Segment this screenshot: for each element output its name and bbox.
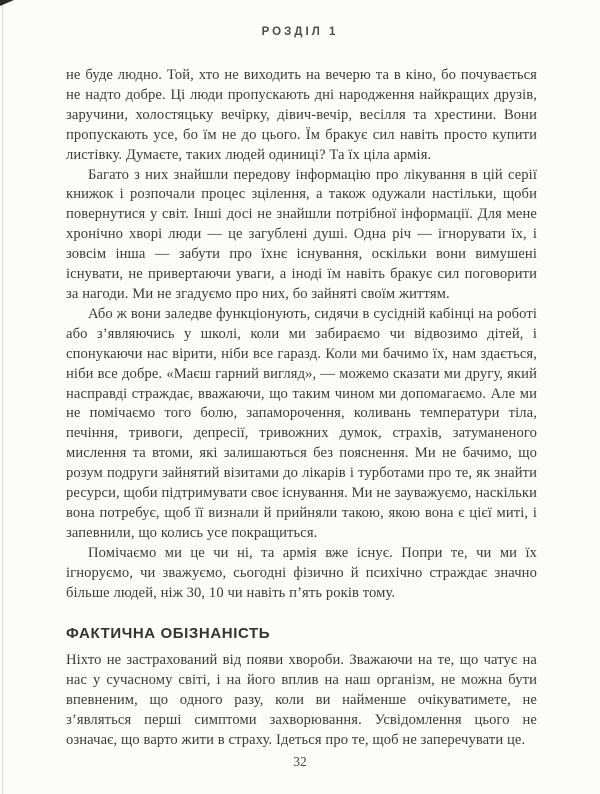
body-paragraph: Або ж вони заледве функціонують, сидячи в сусідній кабінці на роботі або з’являючись у школі, коли ми забираємо чи відвозимо дітей, і спонукаючи нас вірити, ніби все гаразд. Коли ми бачимо їх, нам здається, ніби все добре. «Маєш гарний вигляд», — можемо сказати ми другу, який насправді страждає, вважаючи, що таким чином ми допомагаємо. Але ми не помічаємо того болю, запаморочення, коливань температури тіла, печіння, тривоги, депресії, тривожних думок, страхів, затуманеного мислення та втоми, які залишаються без пояснення. Ми не бачимо, що розум подруги зайнятий візитами до лікарів і турботами про те, як знайти ресурси, щоби підтримувати своє існування. Ми не зауважуємо, наскільки вона потребує, щоб її визнали й прийняли такою, якою вона є цієї миті, і запевнили, що колись усе покращиться.: [66, 305, 537, 541]
page-edge-line: [2, 0, 3, 794]
scan-corner-mark: [0, 0, 14, 6]
body-paragraph: Багато з них знайшли передову інформацію про лікування в цій серії книжок і розпочали процес зцілення, а також одужали настільки, щоби повернутися у світ. Інші досі не знайшли потрібної інформації. Для мене хронічно хворі люди — це загублені душі. Одна річ — ігнорувати їх, і зовсім інша — забути про їхнє існування, оскільки вони вимушені існувати, не привертаючи уваги, а іноді їм навіть бракує сил поговорити за нагоди. Ми не згадуємо про них, бо зайняті своїм життям.: [66, 166, 537, 302]
body-paragraph: не буде людно. Той, хто не виходить на вечерю та в кіно, бо почувається не надто добре. Ці люди пропускають дні народження найкращих друзів, заручини, холостяцьку вечірку, дівич-вечір, весілля та хрестини. Вони пропускають усе, бо їм не до цього. Їм бракує сил навіть просто купити листівку. Думаєте, таких людей одиниці? Та їх ціла армія.: [66, 67, 537, 163]
chapter-running-head: РОЗДІЛ 1: [261, 26, 339, 38]
body-paragraph: Помічаємо ми це чи ні, та армія вже існує. Попри те, чи ми їх ігноруємо, чи зважуємо, сьогодні фізично й психічно страждає значно більше людей, ніж 30, 10 чи навіть п’ять років тому.: [66, 544, 537, 601]
section-heading: ФАКТИЧНА ОБІЗНАНІСТЬ: [66, 625, 271, 643]
page-number: 32: [293, 754, 307, 769]
body-paragraph: Ніхто не застрахований від появи хвороби. Зважаючи на те, що чатує на нас у сучасному світі, і на його вплив на наш організм, не можна бути впевненим, що одного разу, коли ви найменше очікуватимете, не з’являться перші симптоми захворювання. Усвідомлення цього не означає, що варто жити в страху. Ідеться про те, щоб не заперечувати це.: [66, 652, 537, 749]
text-block: [66, 66, 537, 751]
